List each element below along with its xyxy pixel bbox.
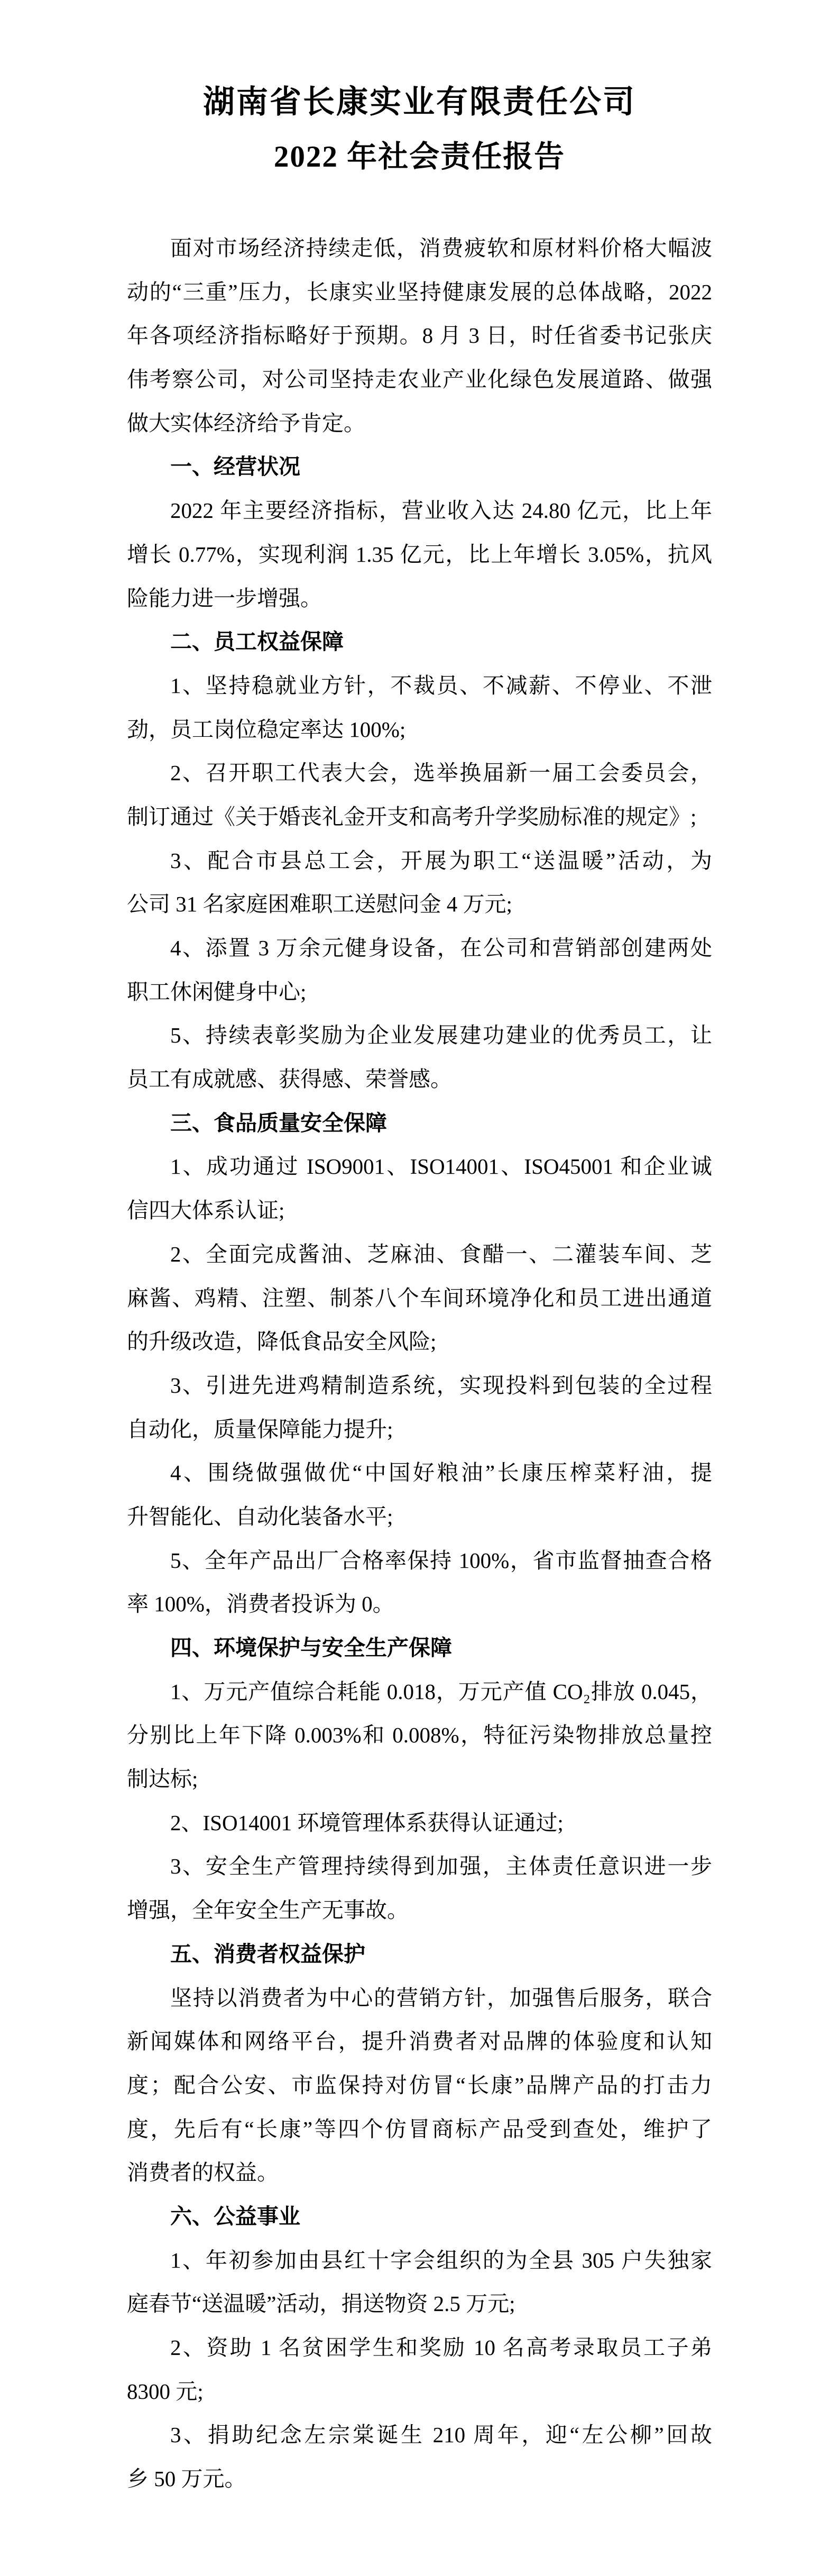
text-line: 伟考察公司，对公司坚持走农业产业化绿色发展道路、做强 (127, 367, 712, 392)
text-line: 度，先后有“长康”等四个仿冒商标产品受到查处，维护了 (127, 2116, 712, 2141)
text-line: 3、配合市县总工会，开展为职工“送温暖”活动，为 (170, 848, 712, 873)
text-line: 职工休闲健身中心; (127, 979, 307, 1004)
text-line: 增长 0.77%，实现利润 1.35 亿元，比上年增长 3.05%，抗风 (127, 542, 712, 567)
text-line: 消费者的权益。 (127, 2160, 279, 2185)
text-line: 度；配合公安、市监保持对仿冒“长康”品牌产品的打击力 (127, 2072, 712, 2097)
text-line: 1、年初参加由县红十字会组织的为全县 305 户失独家 (170, 2248, 712, 2272)
section-heading-6: 六、公益事业 (170, 2204, 300, 2228)
text-line: 年各项经济指标略好于预期。8 月 3 日，时任省委书记张庆 (127, 323, 712, 348)
text-line: 乡 50 万元。 (127, 2467, 246, 2491)
text-line: 5、全年产品出厂合格率保持 100%，省市监督抽查合格 (170, 1548, 712, 1573)
document-subtitle: 2022 年社会责任报告 (273, 140, 566, 173)
text-line: 升智能化、自动化装备水平; (127, 1504, 393, 1529)
text-line: 5、持续表彰奖励为企业发展建功建业的优秀员工，让 (170, 1023, 712, 1048)
document-body (127, 226, 712, 2501)
section-heading-2: 二、员工权益保障 (170, 629, 344, 654)
text-line: 做大实体经济给予肯定。 (127, 410, 365, 435)
text-line: 2022 年主要经济指标，营业收入达 24.80 亿元，比上年 (170, 498, 712, 523)
text-line: 2、ISO14001 环境管理体系获得认证通过; (170, 1810, 564, 1835)
section-heading-5: 五、消费者权益保护 (170, 1941, 365, 1966)
section-heading-3: 三、食品质量安全保障 (170, 1110, 387, 1135)
section-heading-4: 四、环境保护与安全生产保障 (170, 1636, 452, 1660)
text-line: 2、资助 1 名贫困学生和奖励 10 名高考录取员工子弟 (170, 2335, 712, 2360)
text-line: 险能力进一步增强。 (127, 586, 322, 610)
text-line: 4、添置 3 万余元健身设备，在公司和营销部创建两处 (170, 936, 712, 960)
section-heading-1: 一、经营状况 (170, 454, 300, 479)
text-line: 麻酱、鸡精、注塑、制茶八个车间环境净化和员工进出通道 (127, 1285, 712, 1310)
text-line: 1、成功通过 ISO9001、ISO14001、ISO45001 和企业诚 (170, 1154, 712, 1179)
text-line: 分别比上年下降 0.003%和 0.008%，特征污染物排放总量控 (127, 1723, 712, 1748)
document-title: 湖南省长康实业有限责任公司 (203, 85, 636, 120)
text-line: 1、坚持稳就业方针，不裁员、不减薪、不停业、不泄 (170, 673, 712, 698)
text-line: 员工有成就感、获得感、荣誉感。 (127, 1067, 452, 1092)
text-line: 4、围绕做强做优“中国好粮油”长康压榨菜籽油，提 (170, 1460, 712, 1485)
text-line: 自动化，质量保障能力提升; (127, 1417, 393, 1441)
text-line: 信四大体系认证; (127, 1198, 285, 1223)
text-line: 8300 元; (127, 2379, 204, 2404)
text-line: 动的“三重”压力，长康实业坚持健康发展的总体战略，2022 (127, 279, 712, 304)
text-line: 的升级改造，降低食品安全风险; (127, 1329, 437, 1354)
text-line: 增强，全年安全生产无事故。 (127, 1898, 409, 1923)
text-line: 庭春节“送温暖”活动，捐送物资 2.5 万元; (127, 2291, 515, 2316)
text-line: 面对市场经济持续走低，消费疲软和原材料价格大幅波 (170, 236, 712, 260)
text-line: 制订通过《关于婚丧礼金开支和高考升学奖励标准的规定》; (127, 804, 697, 829)
text-line: 公司 31 名家庭困难职工送慰问金 4 万元; (127, 892, 512, 917)
text-line: 3、引进先进鸡精制造系统，实现投料到包装的全过程 (170, 1373, 712, 1397)
text-line: 制达标; (127, 1767, 198, 1792)
text-line: 率 100%，消费者投诉为 0。 (127, 1592, 394, 1616)
text-line: 2、全面完成酱油、芝麻油、食醋一、二灌装车间、芝 (170, 1241, 712, 1266)
text-line: 新闻媒体和网络平台，提升消费者对品牌的体验度和认知 (127, 2029, 712, 2054)
text-line: 劲，员工岗位稳定率达 100%; (127, 717, 406, 742)
text-line: 3、安全生产管理持续得到加强，主体责任意识进一步 (170, 1854, 712, 1879)
text-line: 1、万元产值综合耗能 0.018，万元产值 CO₂排放 0.045， (170, 1679, 712, 1704)
text-line: 3、捐助纪念左宗棠诞生 210 周年，迎“左公柳”回故 (170, 2423, 712, 2447)
text-line: 2、召开职工代表大会，选举换届新一届工会委员会， (170, 761, 712, 785)
text-line: 坚持以消费者为中心的营销方针，加强售后服务，联合 (170, 1985, 712, 2010)
